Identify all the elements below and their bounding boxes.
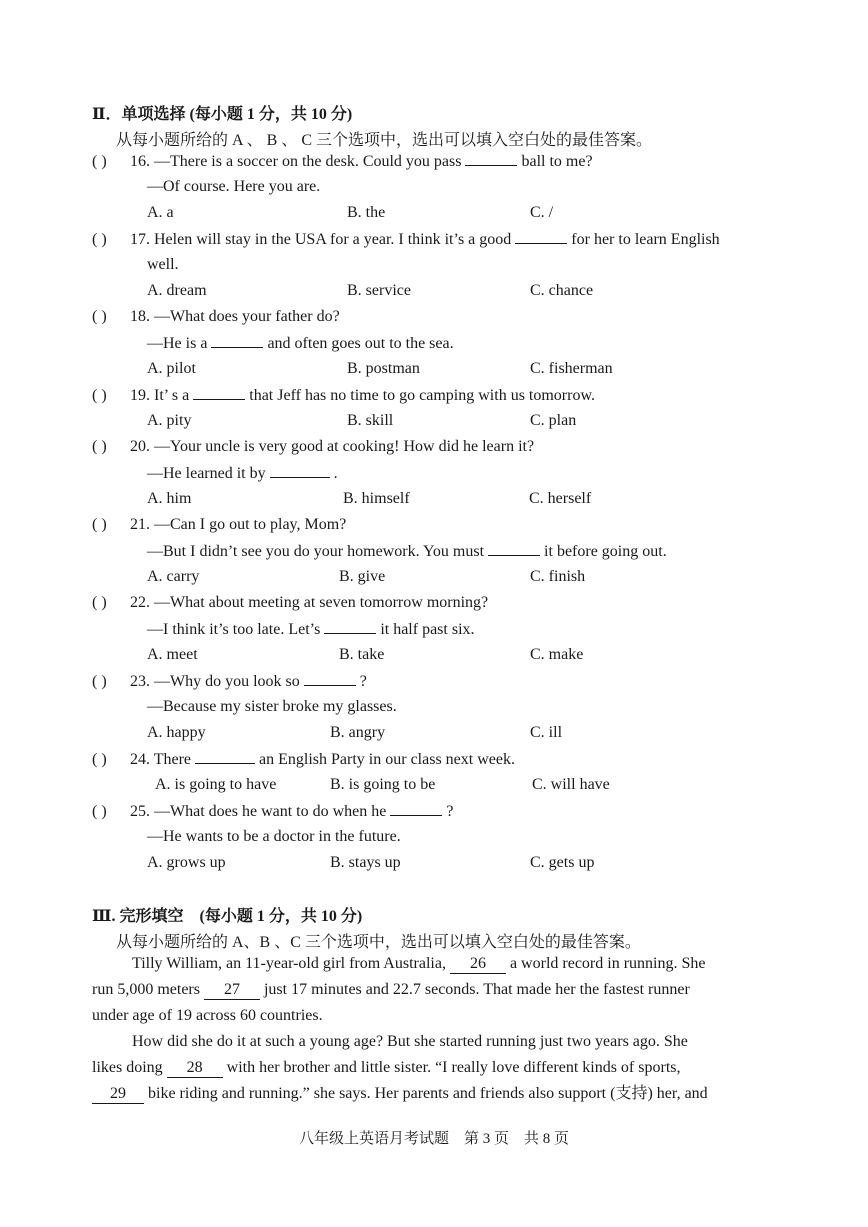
- fill-blank: [211, 333, 263, 348]
- fill-blank: [193, 385, 245, 400]
- passage-text: with her brother and little sister. “I really love different kinds of sports,: [226, 1059, 681, 1076]
- question-number: 21.: [130, 516, 150, 533]
- question-text-after: ?: [359, 673, 367, 690]
- question-text-after: an English Party in our class next week.: [259, 751, 515, 768]
- passage-line-1: [132, 951, 812, 977]
- option-a: A. pilot: [147, 360, 196, 377]
- question-line: [92, 229, 720, 250]
- question-line-2: [147, 333, 454, 354]
- question-line-2-after: and often goes out to the sea.: [267, 335, 454, 352]
- fill-blank: [465, 151, 517, 166]
- passage-line-2: [92, 977, 772, 1003]
- question-number: 22.: [130, 594, 150, 611]
- question-text-after: ?: [446, 803, 454, 820]
- answer-paren[interactable]: ( ): [92, 673, 107, 690]
- option-a: A. pity: [147, 412, 192, 429]
- question-line: [92, 151, 593, 172]
- option-b: B. angry: [330, 724, 386, 741]
- option-c: C. make: [530, 646, 584, 663]
- answer-paren[interactable]: ( ): [92, 751, 107, 768]
- cloze-blank-29: 29: [92, 1085, 144, 1104]
- answer-paren[interactable]: ( ): [92, 438, 107, 455]
- option-a: A. is going to have: [155, 776, 277, 793]
- answer-paren[interactable]: ( ): [92, 516, 107, 533]
- question-line-2: —He wants to be a doctor in the future.: [147, 828, 401, 845]
- option-c: C. will have: [532, 776, 610, 793]
- question-text: —Your uncle is very good at cooking! How did he learn it?: [154, 438, 535, 455]
- passage-text: just 17 minutes and 22.7 seconds. That made her the fastest runner: [263, 981, 690, 998]
- question-text: —Why do you look so: [154, 673, 300, 690]
- question-text: There: [153, 751, 192, 768]
- question-line: [92, 515, 346, 535]
- question-number: 20.: [130, 438, 150, 455]
- option-b: B. give: [339, 568, 386, 585]
- question-line-2-text: —He is a: [147, 335, 208, 352]
- question-line-2: —Because my sister broke my glasses.: [147, 698, 397, 715]
- question-text-after: that Jeff has no time to go camping with us tomorrow.: [249, 387, 595, 404]
- question-line-2: [147, 541, 667, 562]
- answer-paren[interactable]: ( ): [92, 231, 107, 248]
- question-line-2: —Of course. Here you are.: [147, 178, 321, 195]
- passage-text: likes doing: [92, 1059, 163, 1076]
- question-line-2: [147, 463, 338, 484]
- option-c: C. gets up: [530, 854, 595, 871]
- answer-paren[interactable]: ( ): [92, 308, 107, 325]
- passage-text: run 5,000 meters: [92, 981, 200, 998]
- section-2-title: Ⅱ．单项选择 (每小题 1 分，共 10 分): [92, 106, 353, 123]
- question-line: [92, 437, 534, 457]
- answer-paren[interactable]: ( ): [92, 803, 107, 820]
- question-line-2-text: —But I didn’t see you do your homework. You must: [147, 543, 485, 560]
- question-number: 24.: [130, 751, 150, 768]
- option-c: C. /: [530, 204, 554, 221]
- option-b: B. the: [347, 204, 386, 221]
- option-c: C. ill: [530, 724, 563, 741]
- option-a: A. grows up: [147, 854, 226, 871]
- option-c: C. herself: [529, 490, 592, 507]
- question-line: [92, 593, 488, 613]
- option-b: B. take: [339, 646, 385, 663]
- option-c: C. finish: [530, 568, 586, 585]
- question-text: Helen will stay in the USA for a year. I think it’s a good: [154, 231, 512, 248]
- passage-text: a world record in running. She: [509, 955, 706, 972]
- passage-text: bike riding and running.” she says. Her parents and friends also support (支持) her, and: [148, 1085, 708, 1102]
- question-text-after: ball to me?: [521, 153, 593, 170]
- option-b: B. postman: [347, 360, 420, 377]
- cloze-blank-28: 28: [167, 1059, 223, 1078]
- fill-blank: [515, 229, 567, 244]
- fill-blank: [488, 541, 540, 556]
- fill-blank: [195, 749, 255, 764]
- option-a: A. happy: [147, 724, 206, 741]
- passage-line-5: [92, 1055, 772, 1081]
- answer-paren[interactable]: ( ): [92, 387, 107, 404]
- option-a: A. him: [147, 490, 192, 507]
- question-line-2-text: —I think it’s too late. Let’s: [147, 621, 321, 638]
- question-text: —There is a soccer on the desk. Could you pass: [154, 153, 462, 170]
- question-text: —Can I go out to play, Mom?: [154, 516, 347, 533]
- fill-blank: [304, 671, 356, 686]
- question-line: [92, 671, 367, 692]
- question-line: [92, 801, 454, 822]
- question-number: 23.: [130, 673, 150, 690]
- question-line-2: well.: [147, 256, 179, 273]
- question-text: It’ s a: [154, 387, 190, 404]
- fill-blank: [390, 801, 442, 816]
- option-b: B. service: [347, 282, 411, 299]
- section-2-instruction: 从每小题所给的 A 、 B 、 C 三个选项中，选出可以填入空白处的最佳答案。: [116, 132, 653, 149]
- question-text-after: for her to learn English: [571, 231, 720, 248]
- fill-blank: [324, 619, 376, 634]
- question-line-2-after: .: [333, 465, 338, 482]
- passage-line-6: [92, 1081, 772, 1107]
- option-c: C. chance: [530, 282, 594, 299]
- passage-line-3: under age of 19 across 60 countries.: [92, 1007, 323, 1024]
- answer-paren[interactable]: ( ): [92, 153, 107, 170]
- question-number: 17.: [130, 231, 150, 248]
- question-text: —What does your father do?: [154, 308, 340, 325]
- page-footer: 八年级上英语月考试题 第 3 页 共 8 页: [298, 1131, 569, 1147]
- option-a: A. meet: [147, 646, 198, 663]
- cloze-blank-27: 27: [204, 981, 260, 1000]
- fill-blank: [270, 463, 330, 478]
- section-3-title: Ⅲ. 完形填空 (每小题 1 分，共 10 分): [92, 908, 363, 925]
- option-c: C. fisherman: [530, 360, 613, 377]
- question-line-2: [147, 619, 475, 640]
- question-number: 16.: [130, 153, 150, 170]
- passage-text: Tilly William, an 11-year-old girl from Australia,: [132, 955, 446, 972]
- option-a: A. a: [147, 204, 174, 221]
- question-line-2-text: —He learned it by: [147, 465, 266, 482]
- question-line-2-after: it half past six.: [380, 621, 475, 638]
- question-number: 25.: [130, 803, 150, 820]
- option-b: B. himself: [343, 490, 410, 507]
- option-b: B. is going to be: [330, 776, 436, 793]
- question-line-2-after: it before going out.: [544, 543, 667, 560]
- answer-paren[interactable]: ( ): [92, 594, 107, 611]
- option-b: B. stays up: [330, 854, 401, 871]
- question-number: 18.: [130, 308, 150, 325]
- question-text: —What does he want to do when he: [154, 803, 387, 820]
- question-text: —What about meeting at seven tomorrow morning?: [154, 594, 489, 611]
- cloze-blank-26: 26: [450, 955, 506, 974]
- option-b: B. skill: [347, 412, 394, 429]
- option-a: A. carry: [147, 568, 200, 585]
- section-3-instruction: 从每小题所给的 A、B 、C 三个选项中，选出可以填入空白处的最佳答案。: [116, 934, 641, 951]
- question-line: [92, 385, 595, 406]
- option-a: A. dream: [147, 282, 207, 299]
- option-c: C. plan: [530, 412, 577, 429]
- passage-line-4: How did she do it at such a young age? But she started running just two years ago. She: [132, 1033, 688, 1050]
- question-line: [92, 749, 515, 770]
- question-line: [92, 307, 340, 327]
- question-number: 19.: [130, 387, 150, 404]
